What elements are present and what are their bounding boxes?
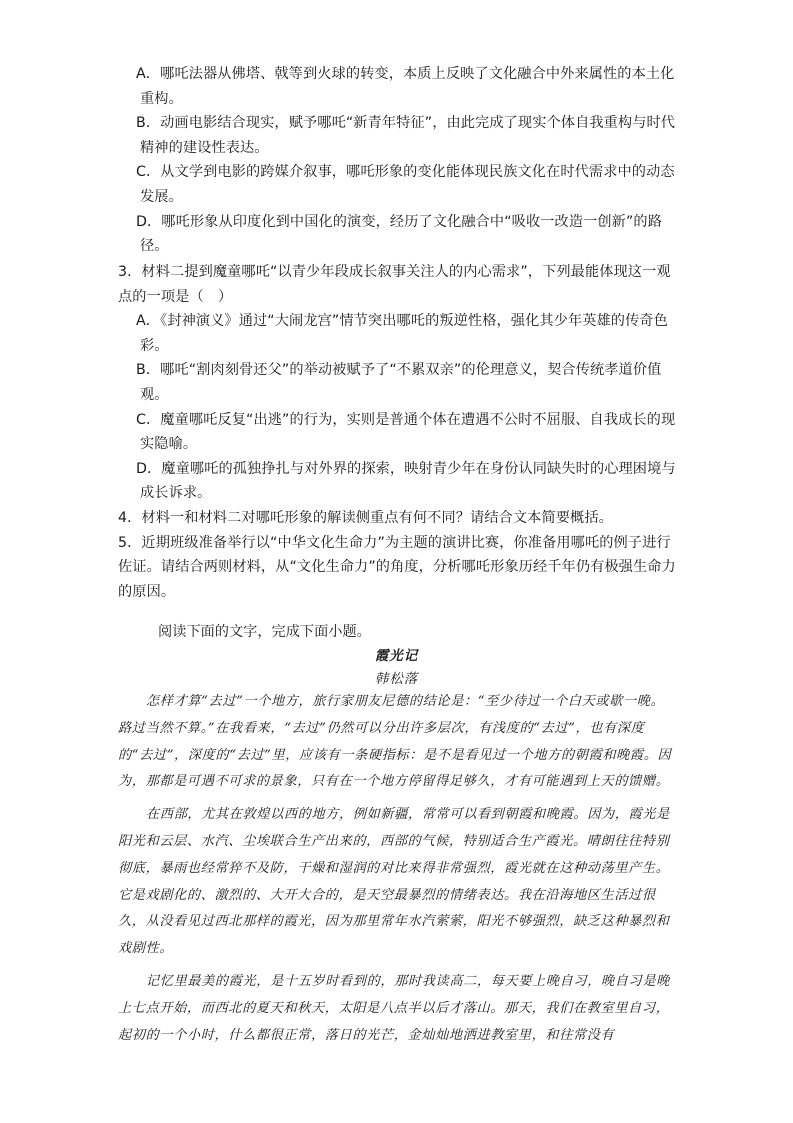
question-5: 5．近期班级准备举行以“中华文化生命力”为主题的演讲比赛，你准备用哪吒的例子进行佐证。请结合两则材料，从“文化生命力”的角度，分析哪吒形象历经千年仍有极强生命力的原因。 — [118, 534, 676, 600]
q2-option-b: B．动画电影结合现实，赋予哪吒“新青年特征”，由此完成了现实个体自我重构与时代精神的建设性表达。 — [136, 115, 676, 156]
essay-body — [118, 689, 678, 1055]
question-4: 4．材料一和材料二对哪吒形象的解读侧重点有何不同？请结合文本简要概括。 — [118, 509, 613, 526]
q3-stem: 3．材料二提到魔童哪吒“以青少年段成长叙事关注人的内心需求”，下列最能体现这一观点的一项是（ ） — [118, 264, 671, 305]
question-3 — [118, 260, 678, 604]
essay-author: 韩松落 — [374, 671, 419, 687]
q3-option-d: D．魔童哪吒的孤独挣扎与对外界的探索，映射青少年在身份认同缺失时的心理困境与成长诉求。 — [136, 460, 676, 502]
essay-paragraph: 在西部，尤其在敦煌以西的地方，例如新疆，常常可以看到朝霞和晚霞。因为，霞光是阳光和云层、水汽、尘埃联合生产出来的，西部的气候，特别适合生产霞光。晴朗往往特别彻底，暴雨也经常猝不及防，干燥和湿润的对比来得非常强烈，霞光就在这种动荡里产生。它是戏剧化的、激烈的、大开大合的，是天空最暴烈的情绪表达。我在沿海地区生活过很久，从没看见过西北那样的霞光，因为那里常年水汽萦萦，阳光不够强烈，缺乏这种暴烈和戏剧性。 — [118, 807, 670, 957]
reading-intro: 阅读下面的文字，完成下面小题。 — [158, 624, 371, 640]
q3-option-b: B．哪吒“割肉刻骨还父”的举动被赋予了“不累双亲”的伦理意义，契合传统孝道价值观。 — [136, 362, 662, 403]
q3-option-a: A．《封神演义》通过“大闹龙宫”情节突出哪吒的叛逆性格，强化其少年英雄的传奇色彩。 — [136, 313, 668, 354]
q3-option-c: C．魔童哪吒反复“出逃”的行为，实则是普通个体在遭遇不公时不屈服、自我成长的现实隐喻。 — [136, 411, 676, 453]
q2-option-c: C．从文学到电影的跨媒介叙事，哪吒形象的变化能体现民族文化在时代需求中的动态发展。 — [136, 164, 675, 205]
q2-option-d: D．哪吒形象从印度化到中国化的演变，经历了文化融合中“吸收一改造一创新”的路径。 — [136, 213, 662, 255]
essay-title: 霞光记 — [374, 648, 419, 664]
essay-paragraph: 记忆里最美的霞光，是十五岁时看到的，那时我读高二，每天要上晚自习，晚自习是晚上七点开始，而西北的夏天和秋天，太阳是八点半以后才落山。那天，我们在教室里自习，起初的一个小时，什么都很正常，落日的光芒，金灿灿地洒进教室里，和往常没有 — [118, 973, 670, 1043]
q2-option-a: A．哪吒法器从佛塔、戟等到火球的转变，本质上反映了文化融合中外来属性的本土化重构。 — [136, 66, 675, 107]
essay-paragraph: 怎样才算“去过”一个地方，旅行家朋友尼德的结论是：“至少待过一个白天或歇一晚。路过当然不算。”在我看来，“去过”仍然可以分出许多层次，有浅度的“去过”，也有深度的“去过”，深度的“去过”里，应该有一条硬指标：是不是看见过一个地方的朝霞和晚霞。因为，那都是可遇不可求的景象，只有在一个地方停留得足够久，才有可能遇到上天的馈赠。 — [118, 694, 672, 790]
q2-options — [118, 62, 678, 259]
